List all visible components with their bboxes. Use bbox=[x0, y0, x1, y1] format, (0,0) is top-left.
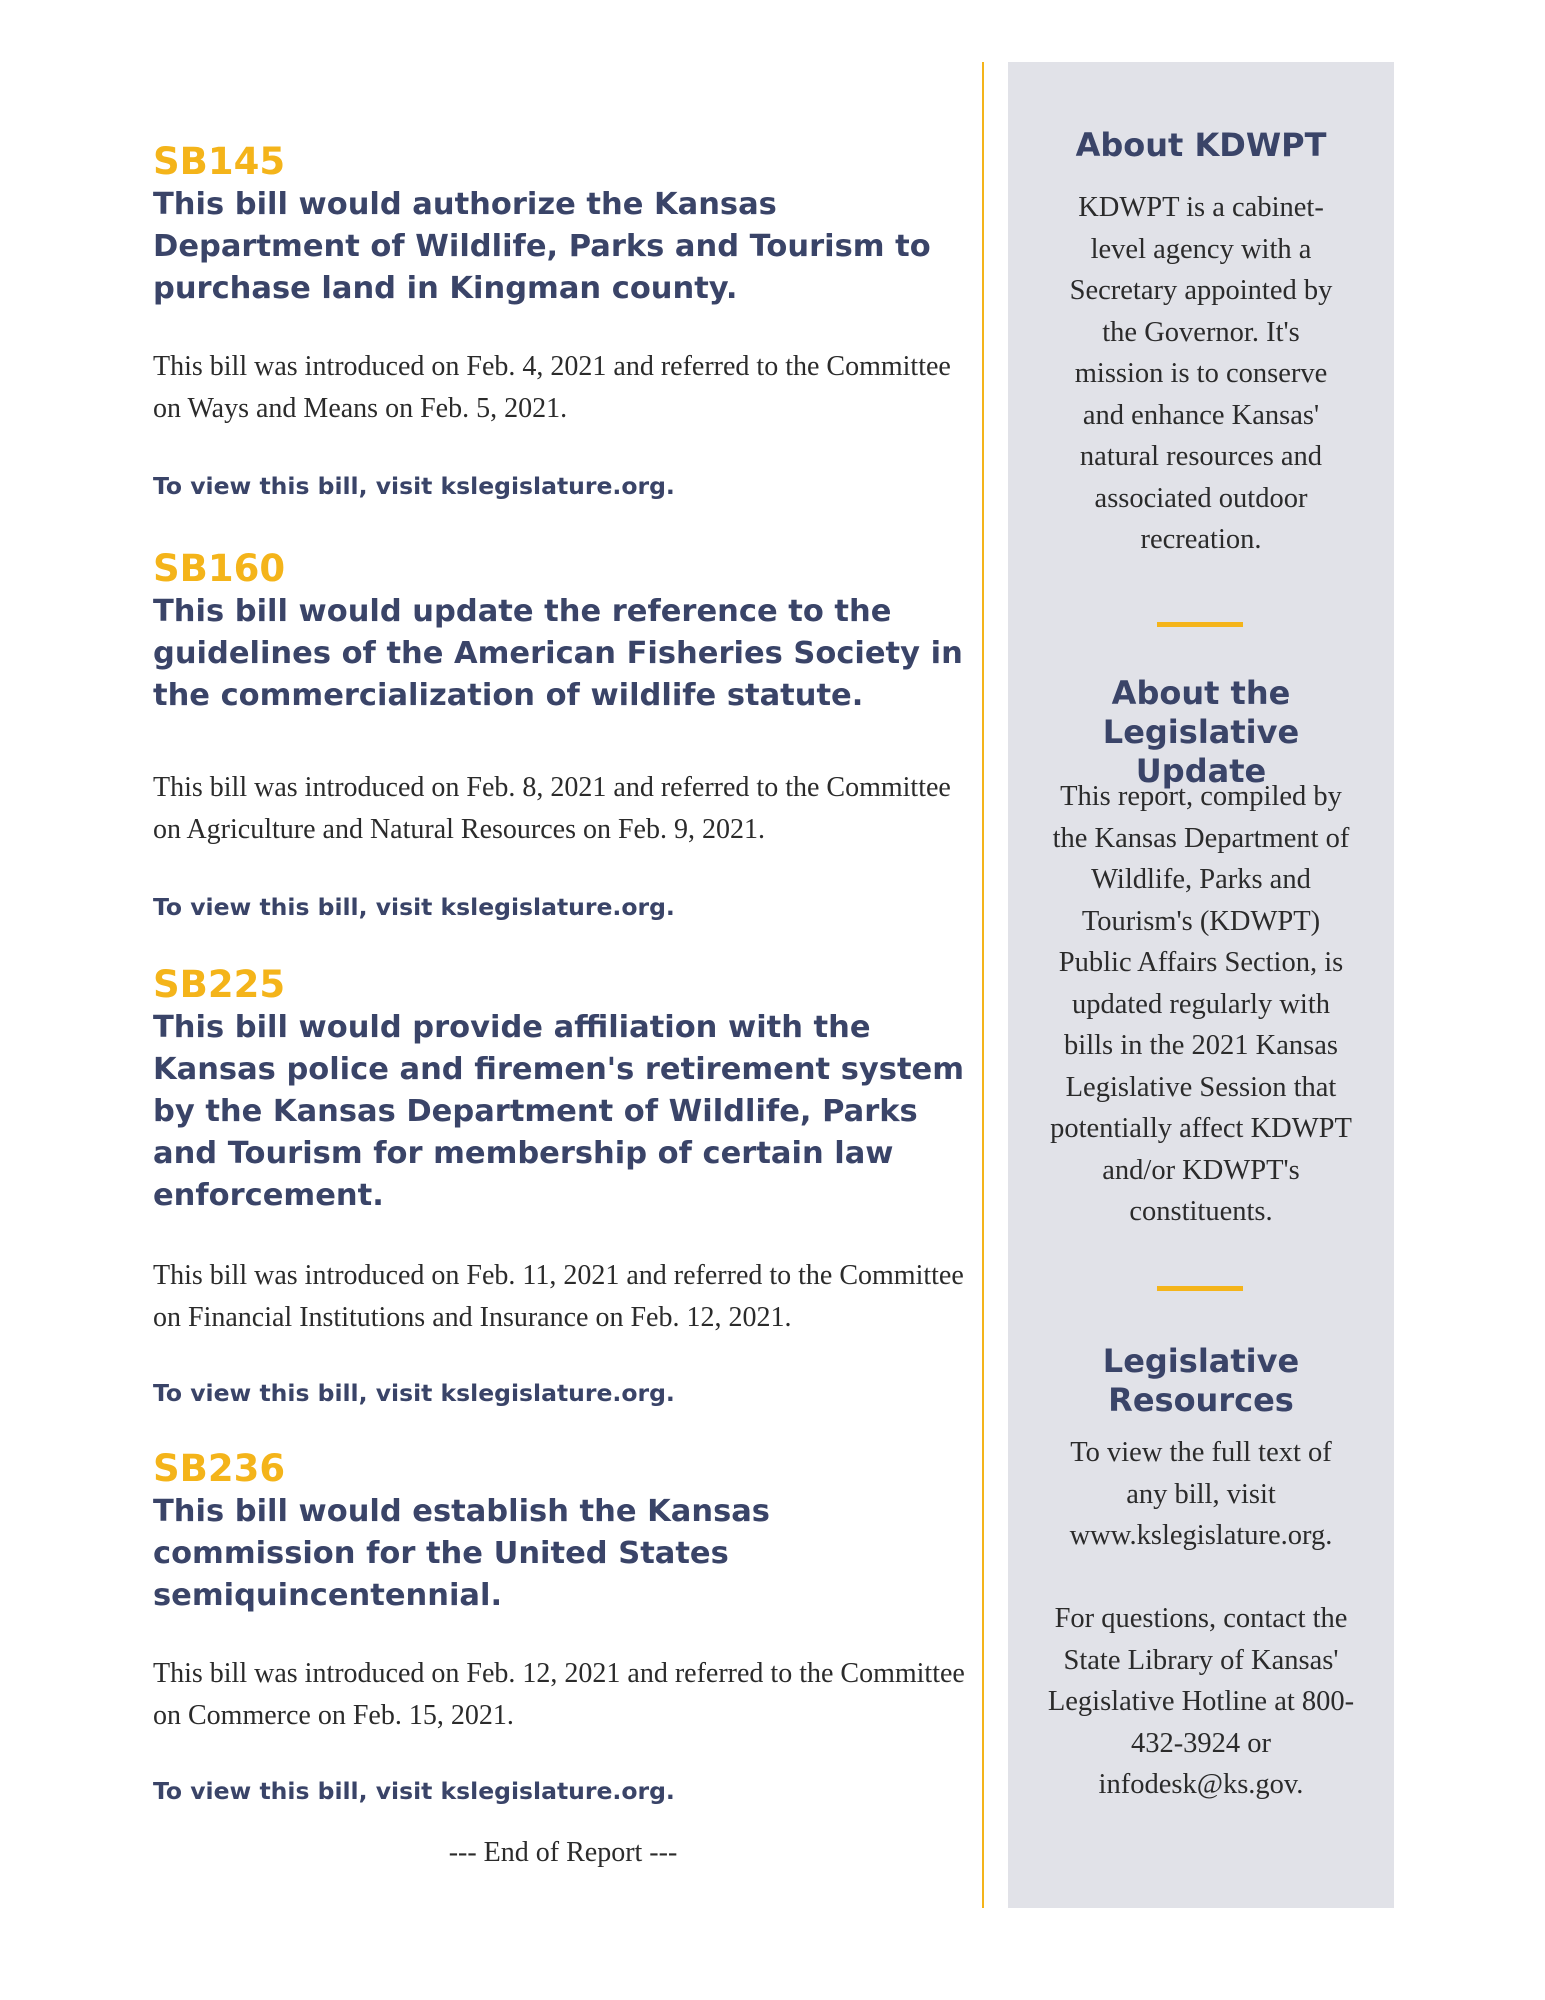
bill-list bbox=[153, 140, 973, 1807]
about-update-text: This report, compiled by the Kansas Department of Wildlife, Parks and Tourism's (KDWPT) Public Affairs Section, is updated regularly with bills in the 2021 Kansas Legislative Session that potentially affect KDWPT and/or KDWPT's constituents. bbox=[1050, 781, 1352, 1227]
bill-sb236 bbox=[153, 1447, 973, 1807]
bill-id: SB145 bbox=[153, 140, 286, 183]
bill-link[interactable]: To view this bill, visit kslegislature.org. bbox=[153, 893, 675, 921]
about-kdwpt-text: KDWPT is a cabinet-level agency with a Secretary appointed by the Governor. It's mission is to conserve and enhance Kansas' natural resources and associated outdoor recreation. bbox=[1069, 192, 1333, 555]
about-update-heading: About the Legislative Update bbox=[1102, 674, 1300, 790]
bill-description: This bill was introduced on Feb. 11, 2021 and referred to the Committee on Financial Institutions and Insurance on Feb. 12, 2021. bbox=[153, 1260, 964, 1333]
bill-sb225 bbox=[153, 963, 973, 1409]
bill-title: This bill would authorize the Kansas Department of Wildlife, Parks and Tourism to purchase land in Kingman county. bbox=[153, 187, 931, 306]
bill-description: This bill was introduced on Feb. 12, 2021 and referred to the Committee on Commerce on Feb. 15, 2021. bbox=[153, 1658, 965, 1731]
sidebar bbox=[1008, 62, 1394, 1908]
column-divider bbox=[982, 62, 984, 1908]
bill-link[interactable]: To view this bill, visit kslegislature.org. bbox=[153, 1777, 675, 1805]
bill-sb145 bbox=[153, 140, 973, 502]
bill-title: This bill would update the reference to the guidelines of the American Fisheries Society in the commercialization of wildlife statute. bbox=[153, 594, 963, 713]
bill-id: SB236 bbox=[153, 1447, 286, 1490]
bill-title: This bill would provide affiliation with the Kansas police and firemen's retirement system by the Kansas Department of Wildlife, Parks and Tourism for membership of certain law enforcement. bbox=[153, 1010, 964, 1213]
section-divider bbox=[1157, 1286, 1243, 1291]
resources-heading: Legislative Resources bbox=[1102, 1342, 1300, 1419]
about-kdwpt-heading: About KDWPT bbox=[1075, 126, 1327, 164]
bill-description: This bill was introduced on Feb. 4, 2021 and referred to the Committee on Ways and Means on Feb. 5, 2021. bbox=[153, 351, 951, 424]
bill-id: SB160 bbox=[153, 547, 286, 590]
bill-link[interactable]: To view this bill, visit kslegislature.org. bbox=[153, 472, 675, 500]
bill-title: This bill would establish the Kansas commission for the United States semiquincentennial. bbox=[153, 1494, 770, 1613]
end-of-report: --- End of Report --- bbox=[448, 1837, 678, 1868]
bill-sb160 bbox=[153, 547, 973, 923]
bill-id: SB225 bbox=[153, 963, 286, 1006]
resources-contact-text: For questions, contact the State Library of Kansas' Legislative Hotline at 800-432-3924 or infodesk@ks.gov. bbox=[1047, 1603, 1355, 1800]
section-divider bbox=[1157, 622, 1243, 627]
bill-link[interactable]: To view this bill, visit kslegislature.org. bbox=[153, 1379, 675, 1407]
resources-text: To view the full text of any bill, visit www.kslegislature.org. bbox=[1069, 1437, 1333, 1551]
bill-description: This bill was introduced on Feb. 8, 2021 and referred to the Committee on Agriculture and Natural Resources on Feb. 9, 2021. bbox=[153, 772, 951, 845]
